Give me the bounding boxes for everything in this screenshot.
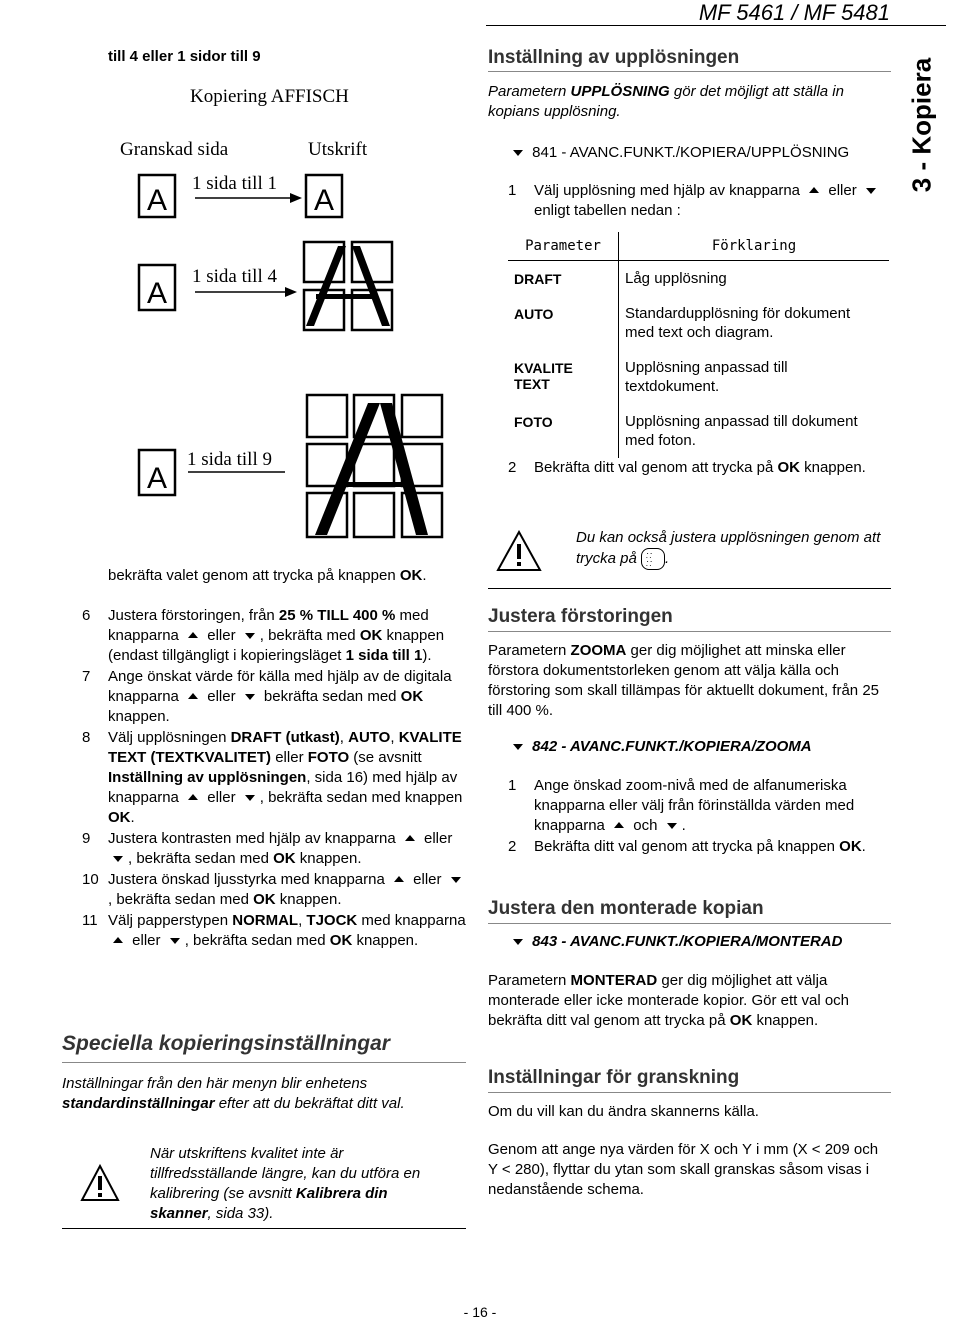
- down-arrow-icon: [170, 938, 180, 944]
- down-arrow-icon: [513, 150, 523, 156]
- mounted-rule: [488, 923, 891, 924]
- poster-col-left: Granskad sida: [120, 139, 229, 160]
- step-text: Bekräfta ditt val genom att trycka på OK knappen.: [534, 459, 866, 476]
- table-row: [508, 350, 889, 404]
- table-row: [508, 261, 889, 297]
- table-row: [508, 404, 889, 458]
- header-rule: [486, 25, 946, 26]
- special-intro: Inställningar från den här menyn blir enhetens standardinställningar efter att du bekräftat ditt val.: [62, 1075, 405, 1112]
- down-arrow-icon: [245, 694, 255, 700]
- step-text: Justera förstoringen, från 25 % TILL 400 % med knapparna eller , bekräfta med OK knappen (endast tillgängligt i kopieringsläget 1 sida till 1).: [108, 607, 445, 664]
- down-arrow-icon: [667, 823, 677, 829]
- list-item: [82, 911, 467, 951]
- up-arrow-icon: [188, 794, 198, 800]
- scan-p2: Genom att ange nya värden för X och Y i mm (X < 209 och Y < 280), flyttar du ytan som skall granskas såsom visas i nedanstående schema.: [488, 1141, 879, 1198]
- step-number: 9: [82, 830, 91, 847]
- table-cell-explanation: Upplösning anpassad till dokument med foton.: [625, 413, 858, 449]
- zoom-intro: Parametern ZOOMA ger dig möjlighet att minska eller förstora dokumentstorleken genom att välja källa och förstoring som skall tillämpas för aktuellt dokument, från 25 till 400 %.: [488, 642, 880, 719]
- document-title: MF 5461 / MF 5481: [698, 0, 890, 25]
- special-note: När utskriftens kvalitet inte är tillfredsställande längre, kan du utföra en kalibrering (se avsnitt Kalibrera din skanner, sida 33).: [150, 1145, 421, 1222]
- svg-text:A: A: [146, 277, 168, 310]
- list-item: [82, 728, 467, 828]
- poster-title: Kopiering AFFISCH: [190, 86, 349, 107]
- scan-p1: Om du vill kan du ändra skannerns källa.: [488, 1103, 759, 1120]
- table-cell-explanation: Upplösning anpassad till textdokument.: [625, 359, 788, 395]
- chapter-tab-label: 3 - Kopiera: [906, 57, 937, 193]
- scan-title: Inställningar för granskning: [488, 1067, 740, 1088]
- resolution-note: Du kan också justera upplösningen genom att trycka på :: :: .: [576, 529, 881, 568]
- poster-row1-label: 1 sida till 1: [192, 173, 277, 194]
- down-arrow-icon: [513, 939, 523, 945]
- down-arrow-icon: [113, 856, 123, 862]
- special-title: Speciella kopieringsinställningar: [62, 1032, 390, 1055]
- step-number: 6: [82, 607, 91, 624]
- poster-row2-label: 1 sida till 4: [192, 266, 277, 287]
- down-arrow-icon: [451, 877, 461, 883]
- down-arrow-icon: [245, 633, 255, 639]
- scan-rule: [488, 1092, 891, 1093]
- step-text: Bekräfta ditt val genom att trycka på knappen OK.: [534, 838, 866, 855]
- resolution-note-rule: [488, 588, 891, 589]
- warning-icon: [496, 530, 542, 572]
- svg-text:A: A: [146, 184, 168, 217]
- step-number: 2: [508, 838, 517, 855]
- resolution-step-1: [508, 181, 893, 221]
- resolution-key-icon: :: ::: [641, 548, 665, 570]
- step-number: 1: [508, 182, 517, 199]
- table-cell-parameter: AUTO: [508, 296, 619, 350]
- svg-text:A: A: [146, 462, 168, 495]
- step-number: 1: [508, 777, 517, 794]
- table-cell-parameter: FOTO: [508, 404, 619, 458]
- list-item: [82, 870, 467, 910]
- left-step-list: [82, 606, 467, 952]
- step-text: Välj papperstypen NORMAL, TJOCK med knapparna eller , bekräfta sedan med OK knappen.: [108, 912, 466, 949]
- table-header-parameter: Parameter: [508, 232, 619, 261]
- up-arrow-icon: [394, 876, 404, 882]
- zoom-step-1: [508, 776, 893, 836]
- poster-row3-label: 1 sida till 9: [187, 449, 272, 470]
- step-number: 7: [82, 668, 91, 685]
- step-text: Ange önskat värde för källa med hjälp av de digitala knapparna eller bekräfta sedan med OK knappen.: [108, 668, 452, 725]
- down-arrow-icon: [245, 795, 255, 801]
- up-arrow-icon: [614, 822, 624, 828]
- step-text: Justera önskad ljusstyrka med knapparna eller , bekräfta sedan med OK knappen.: [108, 870, 467, 910]
- zoom-rule: [488, 631, 891, 632]
- step-text: Justera kontrasten med hjälp av knapparna eller , bekräfta sedan med OK knappen.: [108, 830, 453, 867]
- table-row: [508, 296, 889, 350]
- step-text: Ange önskad zoom-nivå med de alfanumeriska knapparna eller välj från förinställda värden med knapparna och .: [534, 777, 855, 834]
- table-body: [508, 261, 889, 459]
- table-cell-explanation: Standardupplösning för dokument med text och diagram.: [625, 305, 851, 341]
- resolution-intro: Parametern UPPLÖSNING gör det möjligt att ställa in kopians upplösning.: [488, 83, 844, 120]
- list-item: [82, 606, 467, 666]
- left-confirm: bekräfta valet genom att trycka på knappen OK.: [108, 567, 427, 584]
- table-cell-parameter: DRAFT: [508, 261, 619, 297]
- down-arrow-icon: [513, 744, 523, 750]
- up-arrow-icon: [188, 632, 198, 638]
- up-arrow-icon: [188, 693, 198, 699]
- down-arrow-icon: [866, 188, 876, 194]
- poster-diagram: [130, 160, 460, 550]
- up-arrow-icon: [809, 187, 819, 193]
- resolution-step-2: [508, 458, 893, 478]
- special-rule: [62, 1062, 466, 1063]
- step-number: 10: [82, 871, 99, 888]
- table-cell-parameter: KVALITE TEXT: [508, 350, 619, 404]
- zoom-step-2: [508, 837, 893, 857]
- mounted-body: Parametern MONTERAD ger dig möjlighet att välja monterade eller icke monterade kopior. Gör ett val och bekräfta ditt val genom att trycka på OK knappen.: [488, 972, 850, 1029]
- list-item: [82, 829, 467, 869]
- zoom-title: Justera förstoringen: [488, 606, 673, 627]
- step-number: 11: [82, 912, 98, 929]
- warning-icon: [80, 1164, 120, 1202]
- list-item: [82, 667, 467, 727]
- resolution-table: [508, 232, 889, 458]
- up-arrow-icon: [405, 835, 415, 841]
- up-arrow-icon: [113, 937, 123, 943]
- step-number: 2: [508, 459, 517, 476]
- step-text: Välj upplösning med hjälp av knapparna eller enligt tabellen nedan :: [534, 181, 893, 221]
- poster-top-line: till 4 eller 1 sidor till 9: [108, 48, 261, 65]
- mounted-menu-path: 843 - AVANC.FUNKT./KOPIERA/MONTERAD: [508, 933, 842, 950]
- page-number: - 16 -: [463, 1304, 497, 1320]
- resolution-title: Inställning av upplösningen: [488, 47, 740, 68]
- svg-text:A: A: [313, 184, 335, 217]
- step-text: Välj upplösningen DRAFT (utkast), AUTO, KVALITE TEXT (TEXTKVALITET) eller FOTO (se avsnitt Inställning av upplösningen, sida 16) med hjälp av knapparna eller , bekräfta sedan med knappen OK.: [108, 729, 463, 826]
- chapter-tab: [902, 50, 942, 200]
- special-note-rule: [62, 1228, 466, 1229]
- table-header-explanation: Förklaring: [619, 232, 890, 261]
- resolution-menu-path: 841 - AVANC.FUNKT./KOPIERA/UPPLÖSNING: [508, 144, 849, 161]
- zoom-menu-path: 842 - AVANC.FUNKT./KOPIERA/ZOOMA: [508, 738, 812, 755]
- mounted-title: Justera den monterade kopian: [488, 898, 764, 919]
- poster-col-right: Utskrift: [308, 139, 368, 160]
- resolution-rule: [488, 71, 891, 72]
- step-number: 8: [82, 729, 91, 746]
- table-cell-explanation: Låg upplösning: [625, 270, 727, 287]
